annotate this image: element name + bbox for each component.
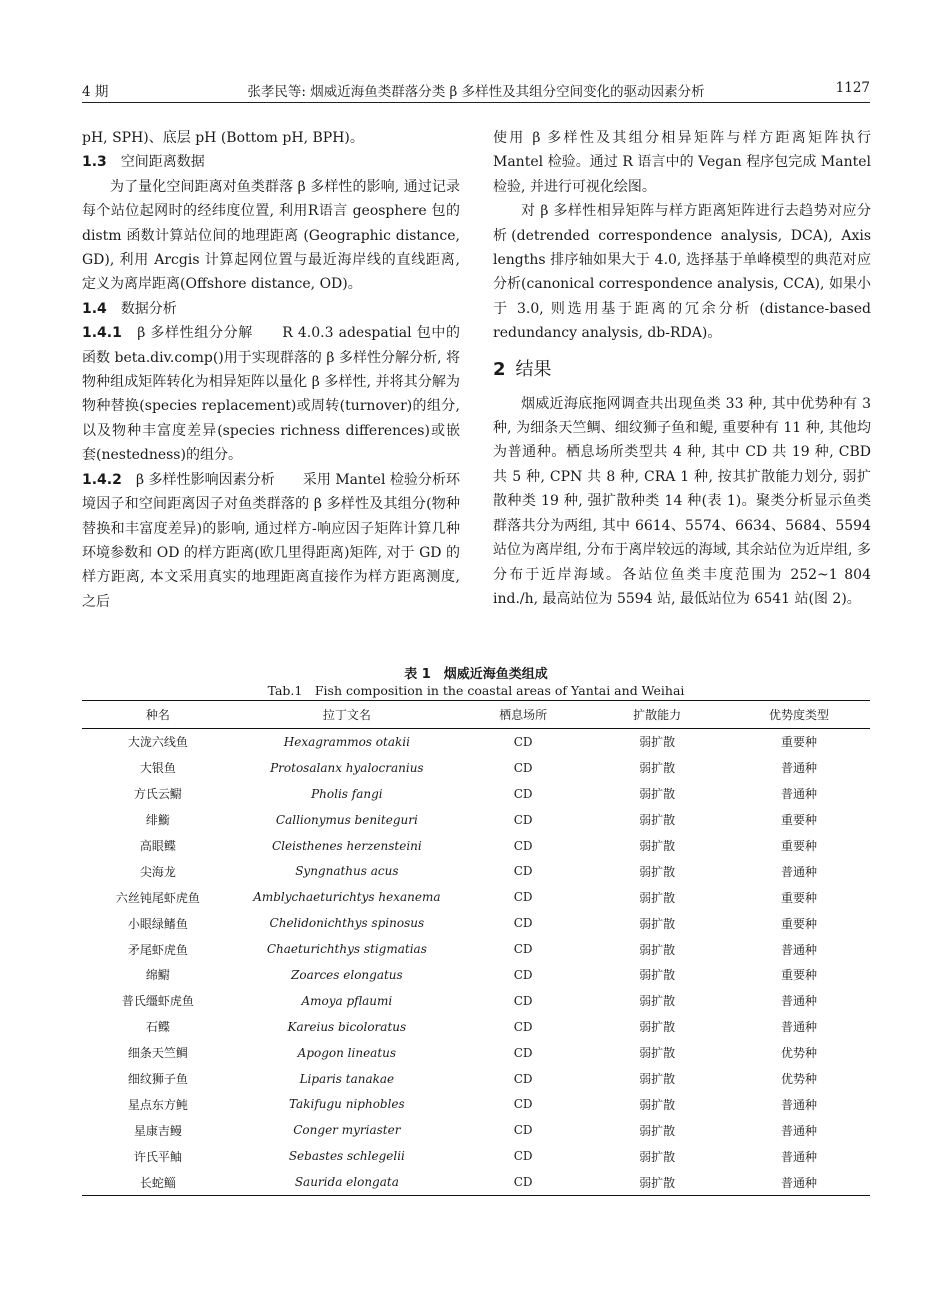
heading-title: β 多样性组分分解: [137, 325, 253, 342]
paragraph: 使用 β 多样性及其组分相异矩阵与样方距离矩阵执行 Mantel 检验。通过 R 语言中的 Vegan 程序包完成 Mantel 检验, 并进行可视化绘图。: [493, 130, 871, 195]
dispersal-cell: 弱扩散: [639, 761, 676, 776]
dominance-cell: 普通种: [781, 1175, 818, 1190]
habitat-cell: CD: [513, 942, 533, 957]
species-name-cell: 长蛇鲻: [139, 1175, 176, 1190]
latin-name-cell: Liparis tanakae: [299, 1071, 395, 1086]
table-header-row: [82, 701, 870, 729]
table-row: [82, 910, 870, 936]
table-caption-en: Tab.1 Fish composition in the coastal areas of Yantai and Weihai: [267, 683, 685, 698]
page-number: 1127: [835, 80, 870, 96]
dispersal-cell: 弱扩散: [639, 890, 676, 905]
dominance-cell: 普通种: [781, 1149, 818, 1164]
dispersal-cell: 弱扩散: [639, 1123, 676, 1138]
dominance-cell: 普通种: [781, 787, 818, 802]
species-name-cell: 普氏缰虾虎鱼: [121, 994, 194, 1009]
table-body: [82, 729, 870, 1196]
dispersal-cell: 弱扩散: [639, 839, 676, 853]
habitat-cell: CD: [513, 993, 533, 1008]
latin-name-cell: Chelidonichthys spinosus: [269, 916, 425, 931]
column-header: 拉丁文名: [322, 708, 371, 722]
species-name-cell: 大银鱼: [139, 761, 176, 776]
latin-name-cell: Syngnathus acus: [295, 864, 399, 879]
habitat-cell: CD: [513, 916, 533, 931]
species-name-cell: 绯䲗: [145, 813, 170, 828]
dominance-cell: 优势种: [781, 1046, 818, 1061]
habitat-cell: CD: [513, 1097, 533, 1112]
habitat-cell: CD: [513, 838, 533, 853]
table-row: [82, 1091, 870, 1117]
dominance-cell: 普通种: [781, 1097, 818, 1112]
species-name-cell: 矛尾虾虎鱼: [127, 942, 188, 957]
species-name-cell: 许氏平鲉: [133, 1149, 182, 1164]
table-row: [82, 1040, 870, 1066]
species-name-cell: 细条天竺鲷: [127, 1046, 188, 1061]
dispersal-cell: 弱扩散: [639, 813, 676, 828]
column-header: 优势度类型: [769, 708, 830, 722]
table-row: [82, 833, 870, 859]
dominance-cell: 优势种: [781, 1072, 818, 1087]
paragraph: 为了量化空间距离对鱼类群落 β 多样性的影响, 通过记录每个站位起网时的经纬度位置, 利用R语言 geosphere 包的 distm 函数计算站位间的地理距离 (Geographic distance, GD), 利用 Arcgis 计算起网位置与最近海岸线的直线距离, 定义为离岸距离(Offshore distance, OD)。: [82, 178, 460, 293]
habitat-cell: CD: [513, 734, 533, 749]
species-name-cell: 石鲽: [145, 1020, 170, 1035]
column-header: 种名: [145, 708, 170, 722]
table-row: [82, 988, 870, 1014]
table-row: [82, 858, 870, 884]
habitat-cell: CD: [513, 1123, 533, 1138]
habitat-cell: CD: [513, 1149, 533, 1164]
dispersal-cell: 弱扩散: [639, 916, 676, 931]
dominance-cell: 重要种: [781, 968, 818, 983]
species-name-cell: 高眼鲽: [139, 839, 176, 853]
running-title: 张孝民等: 烟威近海鱼类群落分类 β 多样性及其组分空间变化的驱动因素分析: [247, 84, 705, 100]
dominance-cell: 普通种: [781, 761, 818, 776]
habitat-cell: CD: [513, 1019, 533, 1034]
dispersal-cell: 弱扩散: [639, 942, 676, 957]
table-row: [82, 962, 870, 988]
latin-name-cell: Chaeturichthys stigmatias: [266, 942, 427, 957]
paragraph: 烟威近海底拖网调查共出现鱼类 33 种, 其中优势种有 3 种, 为细条天竺鲷、细纹狮子鱼和鳀, 重要种有 11 种, 其他均为普通种。栖息场所类型共 4 种, 其中 CD 共 19 种, CBD 共 5 种, CPN 共 8 种, CRA 1 种, 按其扩散能力划分, 弱扩散种类 19 种, 强扩散种类 14 种(表 1)。聚类分析显示鱼类群落共分为两组, 其中 6614、5574、6634、5684、5594 站位为离岸组, 分布于离岸较远的海域, 其余站位为近岸组, 多分布于近岸海域。各站位鱼类丰度范围为 252~1 804 ind./h, 最高站位为 5594 站, 最低站位为 6541 站(图 2)。: [493, 395, 871, 607]
paragraph-body: 采用 Mantel 检验分析环境因子和空间距离因子对鱼类群落的 β 多样性及其组分(物种替换和丰富度差异)的影响, 通过样方-响应因子矩阵计算几种环境参数和 OD 的样方距离(欧几里得距离)矩阵, 对于 GD 的样方距离, 本文采用真实的地理距离直接作为样方距离测度, 之后: [82, 471, 461, 610]
latin-name-cell: Sebastes schlegelii: [288, 1149, 405, 1164]
habitat-cell: CD: [513, 1071, 533, 1086]
table-caption-cn: 表 1 烟威近海鱼类组成: [404, 667, 548, 682]
habitat-cell: CD: [513, 812, 533, 827]
latin-name-cell: Callionymus beniteguri: [275, 812, 418, 827]
habitat-cell: CD: [513, 890, 533, 905]
latin-name-cell: Apogon lineatus: [297, 1045, 397, 1060]
species-name-cell: 尖海龙: [139, 864, 176, 879]
latin-name-cell: Saurida elongata: [294, 1175, 399, 1190]
dispersal-cell: 弱扩散: [639, 1020, 676, 1035]
latin-name-cell: Takifugu niphobles: [288, 1097, 405, 1112]
latin-name-cell: Kareius bicoloratus: [287, 1019, 407, 1034]
table-row: [82, 936, 870, 962]
dispersal-cell: 弱扩散: [639, 735, 676, 750]
paragraph: 对 β 多样性相异矩阵与样方距离矩阵进行去趋势对应分析(detrended correspondence analysis, DCA), Axis lengths 排序轴如果大于 4.0, 选择基于单峰模型的典范对应分析(canonical correspondence analysis, CCA), 如果小于 3.0, 则选用基于距离的冗余分析 (distance-based redundancy analysis, db-RDA)。: [493, 203, 871, 342]
dominance-cell: 普通种: [781, 942, 818, 957]
species-name-cell: 大泷六线鱼: [127, 735, 188, 750]
paragraph-body: R 4.0.3 adespatial 包中的函数 beta.div.comp()用于实现群落的 β 多样性分解分析, 将物种组成矩阵转化为相异矩阵以量化 β 多样性, 并将其分解为物种替换(species replacement)或周转(turnover)的组分, 以及物种丰富度差异(species richness differences)或嵌套(nestedness)的组分。: [82, 325, 461, 464]
heading-title: 空间距离数据: [120, 154, 205, 171]
heading-title: 结果: [515, 358, 552, 380]
heading-number: 1.4.1: [82, 325, 122, 342]
species-name-cell: 绵鳚: [145, 968, 170, 983]
right-column: [493, 126, 871, 611]
table-row: [82, 1014, 870, 1040]
species-name-cell: 细纹狮子鱼: [127, 1072, 188, 1087]
issue-number: 4 期: [82, 84, 109, 100]
table-row: [82, 755, 870, 781]
paragraph: [82, 468, 460, 614]
latin-name-cell: Amblychaeturichtys hexanema: [253, 890, 441, 905]
habitat-cell: CD: [513, 760, 533, 775]
latin-name-cell: Hexagrammos otakii: [283, 734, 410, 749]
table-row: [82, 1143, 870, 1169]
habitat-cell: CD: [513, 786, 533, 801]
left-column: [82, 126, 460, 614]
heading-title: 数据分析: [120, 300, 177, 317]
table-row: [82, 1169, 870, 1195]
dispersal-cell: 弱扩散: [639, 787, 676, 802]
dispersal-cell: 弱扩散: [639, 968, 676, 983]
latin-name-cell: Amoya pflaumi: [301, 993, 393, 1008]
dominance-cell: 普通种: [781, 1123, 818, 1138]
table-row: [82, 1066, 870, 1092]
species-name-cell: 方氏云鳚: [133, 787, 182, 802]
dispersal-cell: 弱扩散: [639, 1072, 676, 1087]
table-row: [82, 781, 870, 807]
table-row: [82, 807, 870, 833]
heading-number: 1.3: [82, 154, 107, 171]
heading-title: β 多样性影响因素分析: [135, 471, 275, 488]
dominance-cell: 普通种: [781, 864, 818, 879]
dominance-cell: 重要种: [781, 813, 818, 828]
dominance-cell: 普通种: [781, 994, 818, 1009]
dispersal-cell: 弱扩散: [639, 994, 676, 1009]
dominance-cell: 重要种: [781, 839, 818, 853]
paragraph: pH, SPH)、底层 pH (Bottom pH, BPH)。: [82, 130, 364, 146]
dispersal-cell: 弱扩散: [639, 1175, 676, 1190]
latin-name-cell: Protosalanx hyalocranius: [270, 760, 424, 775]
table-row: [82, 729, 870, 755]
dominance-cell: 重要种: [781, 735, 818, 750]
table-row: [82, 884, 870, 910]
latin-name-cell: Zoarces elongatus: [291, 967, 403, 982]
dominance-cell: 重要种: [781, 916, 818, 931]
dominance-cell: 重要种: [781, 890, 818, 905]
habitat-cell: CD: [513, 1045, 533, 1060]
species-name-cell: 小眼绿鳍鱼: [127, 916, 188, 931]
species-name-cell: 星点东方鲀: [127, 1097, 188, 1112]
dispersal-cell: 弱扩散: [639, 864, 676, 879]
column-header: 扩散能力: [633, 708, 682, 722]
heading-number: 1.4: [82, 300, 107, 317]
latin-name-cell: Cleisthenes herzensteini: [271, 838, 422, 853]
habitat-cell: CD: [513, 864, 533, 879]
dispersal-cell: 弱扩散: [639, 1046, 676, 1061]
latin-name-cell: Conger myriaster: [293, 1123, 401, 1138]
heading-number: 1.4.2: [82, 471, 122, 488]
paragraph: [82, 321, 460, 467]
running-header: [82, 80, 870, 103]
species-name-cell: 星康吉鳗: [133, 1123, 182, 1138]
habitat-cell: CD: [513, 1175, 533, 1190]
dominance-cell: 普通种: [781, 1020, 818, 1035]
column-header: 栖息场所: [499, 708, 548, 722]
heading-number: 2: [493, 358, 506, 380]
table-row: [82, 1117, 870, 1143]
dispersal-cell: 弱扩散: [639, 1097, 676, 1112]
habitat-cell: CD: [513, 967, 533, 982]
dispersal-cell: 弱扩散: [639, 1149, 676, 1164]
fish-composition-table: [82, 700, 870, 1196]
species-name-cell: 六丝钝尾虾虎鱼: [115, 890, 200, 905]
latin-name-cell: Pholis fangi: [311, 786, 383, 801]
subsection-heading: [82, 150, 460, 174]
subsection-heading: [82, 297, 460, 321]
section-heading: [493, 358, 871, 382]
